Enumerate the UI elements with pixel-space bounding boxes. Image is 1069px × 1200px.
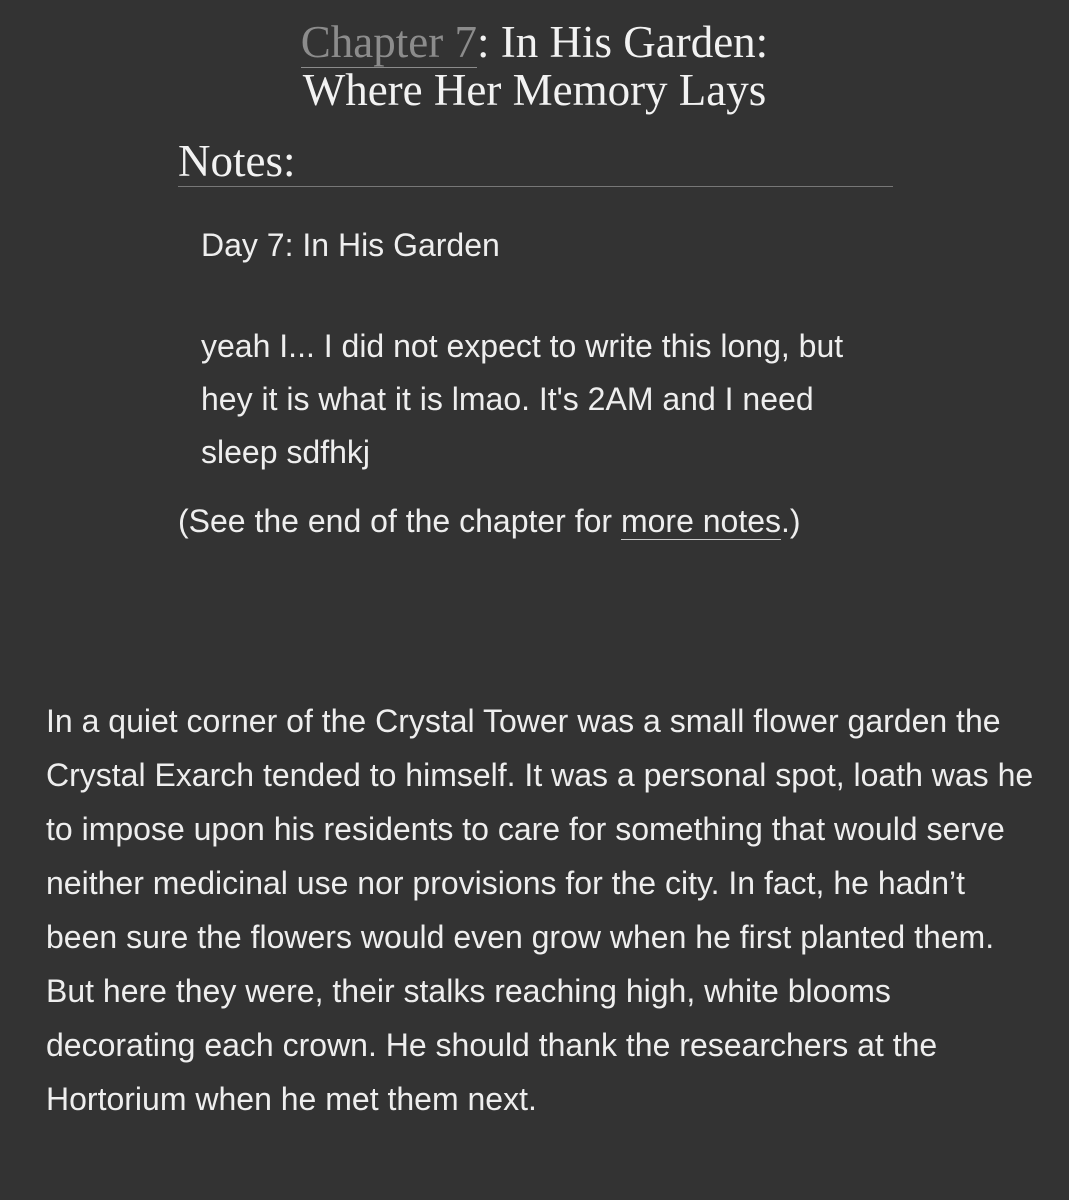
notes-paragraph: Day 7: In His Garden <box>201 227 500 263</box>
chapter-link[interactable]: Chapter 7 <box>300 17 477 67</box>
notes-paragraph: yeah I... I did not expect to write this long, but hey it is what it is lmao. It's 2AM and I need sleep sdfhkj <box>201 328 844 470</box>
end-notes-prefix: (See the end of the chapter for <box>178 503 621 539</box>
end-notes-suffix: .) <box>781 503 801 539</box>
notes-body <box>201 219 893 479</box>
story-paragraph: In a quiet corner of the Crystal Tower was a small flower garden the Crystal Exarch tended to himself. It was a personal spot, loath was he to impose upon his residents to care for something that would serve neither medicinal use nor provisions for the city. In fact, he hadn’t been sure the flowers would even grow when he first planted them. But here they were, their stalks reaching high, white blooms decorating each crown. He should thank the researchers at the Hortorium when he met them next. <box>46 703 1034 1117</box>
end-notes-pointer <box>178 499 801 544</box>
chapter-title-rest: : In His Garden: <box>477 17 769 67</box>
notes-section <box>178 136 893 479</box>
notes-heading: Notes: <box>178 136 893 187</box>
chapter-title-line2: Where Her Memory Lays <box>302 65 767 115</box>
more-notes-link[interactable]: more notes <box>620 503 782 539</box>
chapter-title <box>0 18 1069 114</box>
